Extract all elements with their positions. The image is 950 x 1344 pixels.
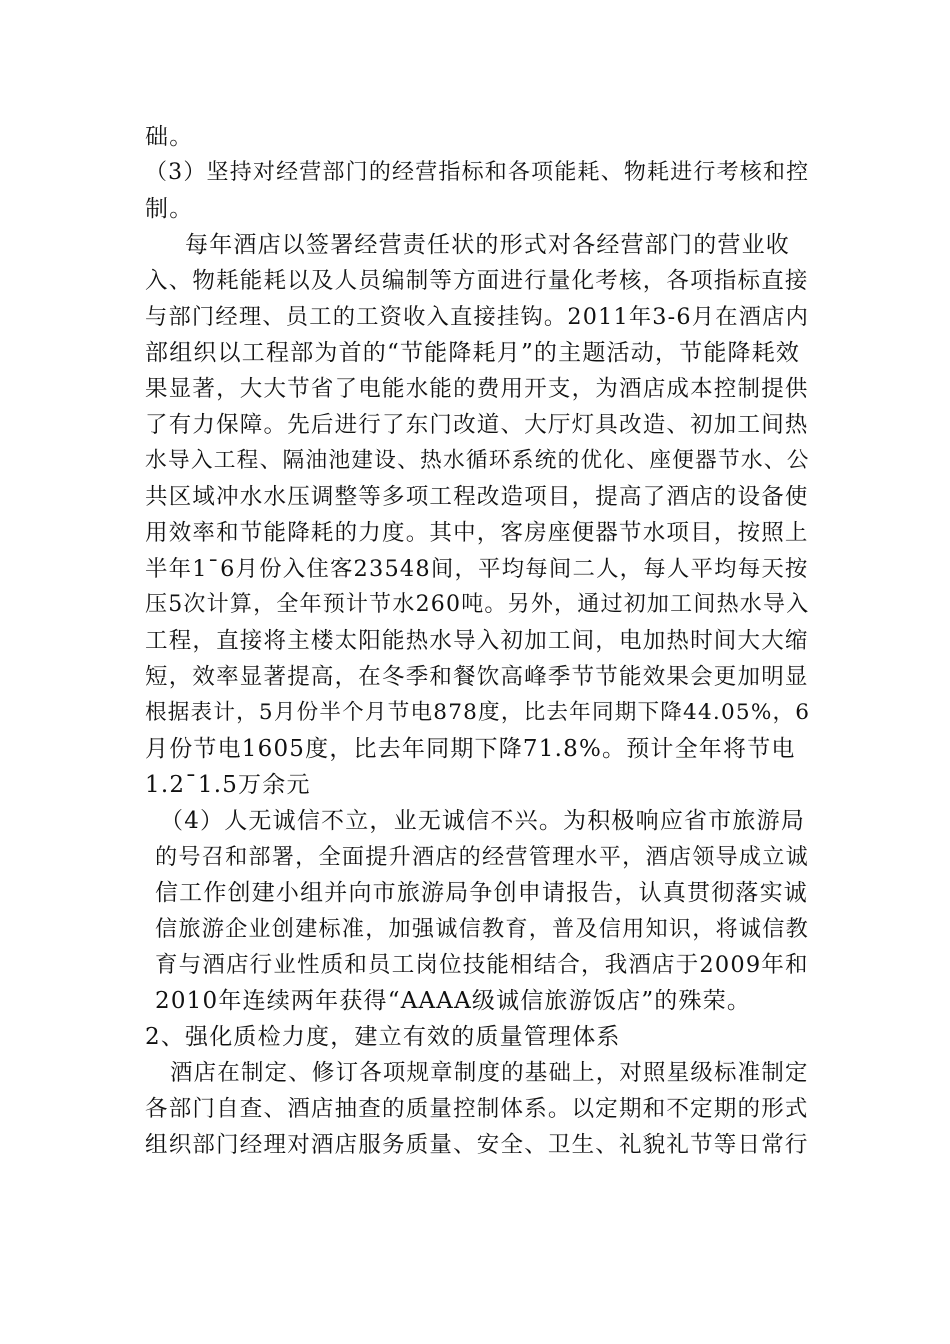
section-heading: 2、强化质检力度，建立有效的质量管理体系 xyxy=(145,1024,621,1050)
text-line: 入、物耗能耗以及人员编制等方面进行量化考核，各项指标直接 xyxy=(145,268,809,294)
text-line: 了有力保障。先后进行了东门改道、大厅灯具改造、初加工间热 xyxy=(145,412,809,438)
text-line: 组织部门经理对酒店服务质量、安全、卫生、礼貌礼节等日常行 xyxy=(145,1132,809,1158)
text-line: 半年1¯6月份入住客23548间，平均每间二人，每人平均每天按 xyxy=(145,556,809,582)
text-line: （3）坚持对经营部门的经营指标和各项能耗、物耗进行考核和控 xyxy=(145,160,810,185)
text-line: 信工作创建小组并向市旅游局争创申请报告，认真贯彻落实诚 xyxy=(155,880,808,906)
text-line: （4）人无诚信不立，业无诚信不兴。为积极响应省市旅游局 xyxy=(160,808,806,834)
text-line: 的号召和部署，全面提升酒店的经营管理水平，酒店领导成立诚 xyxy=(155,844,809,870)
text-line: 酒店在制定、修订各项规章制度的基础上，对照星级标准制定 xyxy=(170,1060,809,1086)
text-line: 与部门经理、员工的工资收入直接挂钩。2011年3-6月在酒店内 xyxy=(145,304,810,330)
text-line: 每年酒店以签署经营责任状的形式对各经营部门的营业收 xyxy=(185,232,790,258)
text-line: 压5次计算，全年预计节水260吨。另外，通过初加工间热水导入 xyxy=(145,592,810,617)
text-line: 根据表计，5月份半个月节电878度，比去年同期下降44.05%，6 xyxy=(145,700,811,725)
text-line: 月份节电1605度，比去年同期下降71.8%。预计全年将节电 xyxy=(145,736,796,762)
text-line: 础。 xyxy=(145,124,194,150)
text-line: 育与酒店行业性质和员工岗位技能相结合，我酒店于2009年和 xyxy=(155,952,809,978)
text-line: 部组织以工程部为首的“节能降耗月”的主题活动，节能降耗效 xyxy=(145,340,801,366)
text-line: 制。 xyxy=(145,196,194,222)
text-line: 各部门自查、酒店抽查的质量控制体系。以定期和不定期的形式 xyxy=(145,1096,809,1122)
text-line: 信旅游企业创建标准，加强诚信教育，普及信用知识，将诚信教 xyxy=(155,916,809,942)
text-line: 果显著，大大节省了电能水能的费用开支，为酒店成本控制提供 xyxy=(145,376,809,402)
text-line: 1.2¯1.5万余元 xyxy=(145,772,311,798)
text-line: 用效率和节能降耗的力度。其中，客房座便器节水项目，按照上 xyxy=(145,520,809,546)
text-line: 短，效率显著提高，在冬季和餐饮高峰季节节能效果会更加明显 xyxy=(145,664,809,690)
text-line: 水导入工程、隔油池建设、热水循环系统的优化、座便器节水、公 xyxy=(145,448,810,473)
text-line: 工程，直接将主楼太阳能热水导入初加工间，电加热时间大大缩 xyxy=(145,628,809,654)
text-line: 2010年连续两年获得“AAAA级诚信旅游饭店”的殊荣。 xyxy=(155,988,752,1014)
text-line: 共区域冲水水压调整等多项工程改造项目，提高了酒店的设备使 xyxy=(145,484,809,510)
